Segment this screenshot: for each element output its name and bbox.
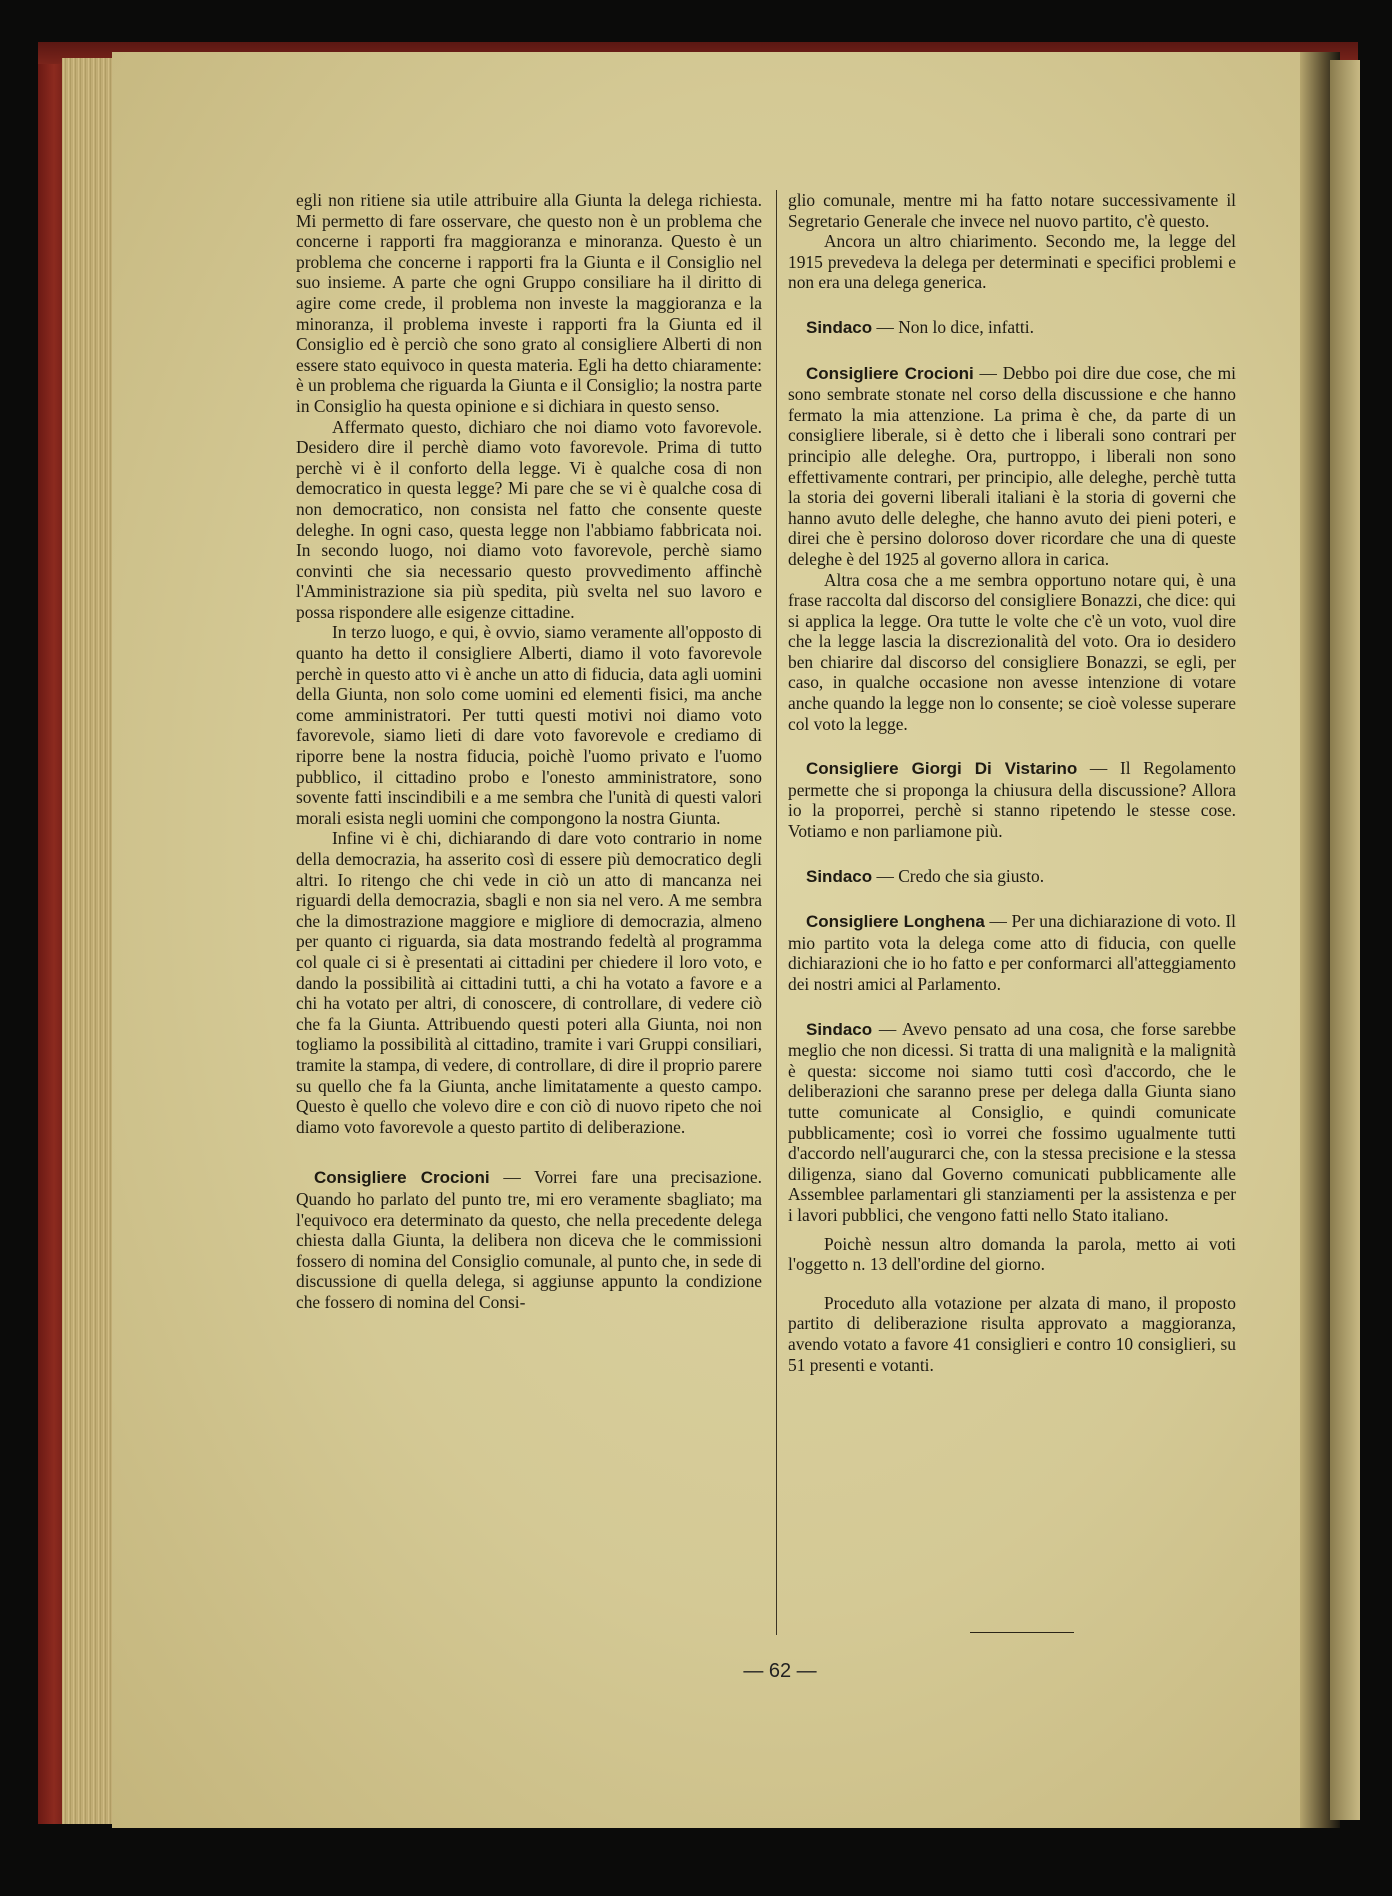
right-column	[788, 190, 1236, 1375]
speaker-name: Sindaco	[806, 1019, 873, 1039]
paragraph: glio comunale, mentre mi ha fatto notare successivamente il Segretario Generale che invece nel nuovo partito, c'è questo.	[788, 190, 1236, 231]
speaker-name: Sindaco	[806, 866, 873, 886]
speech-paragraph: Consigliere Giorgi Di Vistarino — Il Regolamento permette che si proponga la chiusura della discussione? Allora io la proporrei, perchè si stanno ripetendo le stesse cose. Votiamo e non parliamone più.	[788, 758, 1236, 842]
paragraph: Ancora un altro chiarimento. Secondo me, la legge del 1915 prevedeva la delega per determinati e specifici problemi e non era una delega generica.	[788, 231, 1236, 293]
speech-paragraph: Sindaco — Credo che sia giusto.	[806, 865, 1045, 886]
paragraph: Poichè nessun altro domanda la parola, metto ai voti l'oggetto n. 13 dell'ordine del giorno.	[788, 1233, 1236, 1275]
paragraph: Proceduto alla votazione per alzata di mano, il proposto partito di deliberazione risulta approvato a maggioranza, avendo votato a favore 41 consiglieri e contro 10 consiglieri, su 51 presenti e votanti.	[788, 1292, 1236, 1375]
speech-paragraph: Consigliere Crocioni — Debbo poi dire due cose, che mi sono sembrate stonate nel corso della discussione e che hanno fermato la mia attenzione. La prima è che, da parte di un consigliere liberale, si è detto che i liberali sono contrari per principio alle deleghe. Ora, purtroppo, i liberali non sono effettivamente contrari, per principio, alle deleghe, perchè tutta la storia dei governi liberali italiani è la storia di governi che hanno avuto delle deleghe, che hanno avuto dei pieni poteri, e direi che è persino doloroso dover ricordare che una di queste deleghe è del 1925 al governo allora in carica.	[788, 362, 1236, 569]
speaker-name: Consigliere Giorgi Di Vistarino	[806, 759, 1078, 779]
paragraph: egli non ritiene sia utile attribuire alla Giunta la delega richiesta. Mi permetto di fare osservare, che questo non è un problema che concerne i rapporti fra maggioranza e minoranza. Questo è un problema che concerne i rapporti fra la Giunta e il Consiglio nel suo insieme. A parte che ogni Gruppo consiliare ha il diritto di agire come crede, il problema non investe la maggioranza e la minoranza, il problema investe i rapporti fra la Giunta ed il Consiglio ed è perciò che sono grato al consigliere Alberti di non essere stato equivoco in questa materia. Egli ha detto chiaramente: è un problema che riguarda la Giunta e il Consiglio; la nostra parte in Consiglio ha questa opinione e si dichiara in questo senso.	[296, 190, 762, 416]
paragraph: Infine vi è chi, dichiarando di dare voto contrario in nome della democrazia, ha asserito così di essere più democratico degli altri. Io ritengo che chi vede in ciò un atto di mancanza nei riguardi della democrazia, sbagli e non sia nel vero. A me sembra che la dimostrazione maggiore e migliore di democrazia, almeno per quanto ci riguarda, sia data mostrando fedeltà al programma col quale ci si è presentati ai cittadini per chiedere il loro voto, e dando la possibilità ai cittadini tutti, a chi ha votato a favore e a chi ha votato per altri, di conoscere, di controllare, di vedere ciò che fa la Giunta. Attribuendo questi poteri alla Giunta, noi non togliamo la possibilità al cittadino, tramite i vari Gruppi consiliari, tramite la stampa, di vedere, di controllare, di dire il proprio parere su quello che fa la Giunta, anche limitatamente a questo campo. Questo è quello che volevo dire e con ciò di nuovo ripeto che noi diamo voto favorevole a questo partito di deliberazione.	[296, 828, 762, 1137]
column-divider	[776, 190, 777, 1635]
speaker-name: Consigliere Crocioni	[806, 363, 974, 383]
speech-paragraph: Sindaco — Avevo pensato ad una cosa, che forse sarebbe meglio che non dicessi. Si tratta di una malignità e la malignità è questa: siccome noi siamo tutti così d'accordo, che le deliberazioni che saranno prese per delega dalla Giunta siano tutte comunicate al Consiglio, e quindi comunicate pubblicamente; così io vorrei che fossimo ugualmente tutti d'accordo nell'augurarci che, con la stessa precisione e la stessa diligenza, siano dal Governo comunicati pubblicamente alle Assemblee parlamentari gli stanziamenti per la assistenza e per i lavori pubblici, che vengono fatti nello Stato italiano.	[788, 1018, 1236, 1225]
speech-paragraph: Sindaco — Non lo dice, infatti.	[806, 316, 1034, 337]
speech-paragraph: Consigliere Longhena — Per una dichiarazione di voto. Il mio partito vota la delega come atto di fiducia, con quelle dichiarazioni che io ho fatto e per conformarci all'atteggiamento dei nostri amici al Parlamento.	[788, 911, 1236, 994]
left-column	[296, 190, 762, 1312]
speech-paragraph: Consigliere Crocioni — Vorrei fare una precisazione. Quando ho parlato del punto tre, mi ero veramente sbagliato; ma l'equivoco era determinato da questo, che nella precedente delega chiesta dalla Giunta, la delibera non diceva che le commissioni fossero di nomina del Consiglio comunale, al punto che, in sede di discussione di quella delega, si aggiunse appunto la condizione che fossero di nomina del Consi-	[296, 1167, 762, 1312]
paragraph: Altra cosa che a me sembra opportuno notare qui, è una frase raccolta dal discorso del consigliere Bonazzi, che dice: qui si applica la legge. Ora tutte le volte che c'è un voto, vuol dire che la legge lascia la discrezionalità del voto. Ora io desidero ben chiarire dal discorso del consigliere Bonazzi, se egli, per caso, in qualche occasione non avesse intenzione di votare anche quando la legge non lo consente; se cioè volesse superare col voto la legge.	[788, 569, 1236, 734]
speaker-name: Sindaco	[806, 317, 873, 337]
speaker-name: Consigliere Longhena	[806, 912, 985, 932]
end-rule	[970, 1632, 1074, 1633]
next-page-edge	[1330, 60, 1360, 1820]
page-number: — 62 —	[743, 1660, 817, 1682]
paragraph: In terzo luogo, e qui, è ovvio, siamo veramente all'opposto di quanto ha detto il consigliere Alberti, diamo il voto favorevole perchè in questo atto vi è anche un atto di fiducia, data agli uomini della Giunta, non solo come uomini ed elementi fisici, ma anche come amministratori. Per tutti questi motivi noi diamo voto favorevole, siamo lieti di dare voto favorevole e crediamo di riporre bene la nostra fiducia, poichè l'uomo privato e l'uomo pubblico, il cittadino probo e l'onesto amministratore, sono sovente fatti inscindibili e a me sembra che l'unità di questi valori morali esista negli uomini che compongono la nostra Giunta.	[296, 622, 762, 828]
speaker-name: Consigliere Crocioni	[314, 1168, 490, 1188]
paragraph: Affermato questo, dichiaro che noi diamo voto favorevole. Desidero dire il perchè diamo voto favorevole. Prima di tutto perchè vi è il conforto della legge. Vi è qualche cosa di non democratico in questa legge? Mi pare che se vi è qualche cosa di non democratico, non consista nel fatto che consente queste deleghe. In ogni caso, questa legge non l'abbiamo fabbricata noi. In secondo luogo, noi diamo voto favorevole, perchè siamo convinti che sia necessario questo provvedimento affinchè l'Amministrazione sia più spedita, più svelta nel suo lavoro e possa rispondere alle esigenze cittadine.	[296, 416, 762, 622]
